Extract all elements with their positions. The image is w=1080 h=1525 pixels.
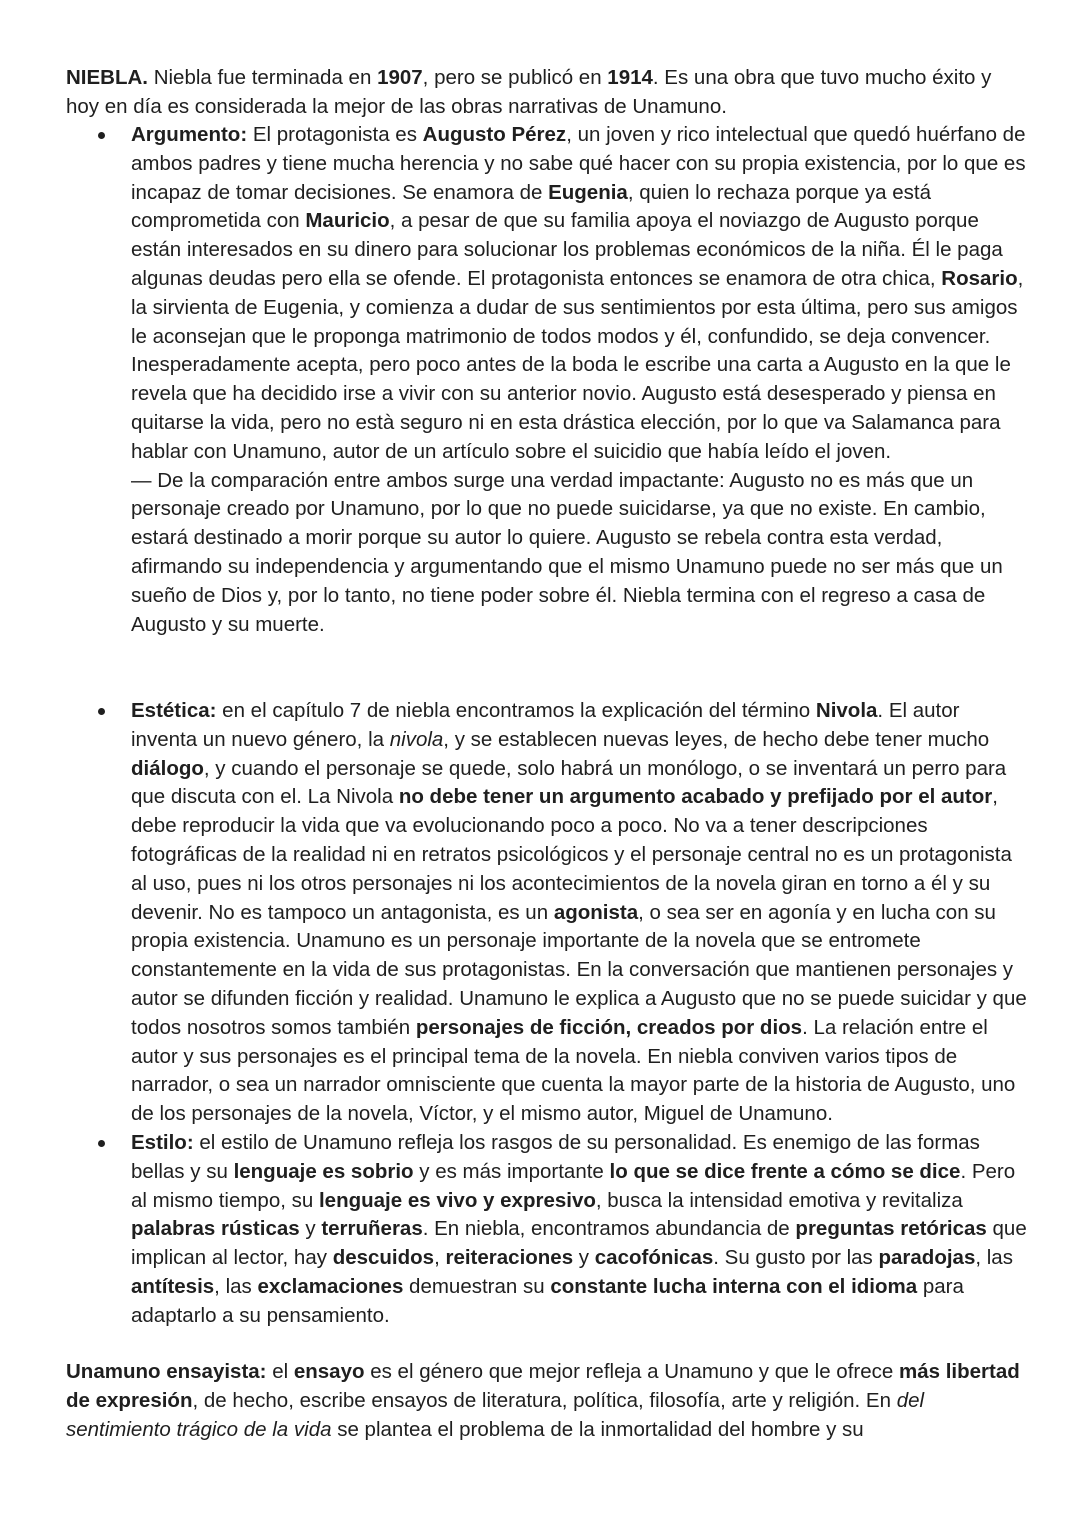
list-item-argumento [0, 121, 1031, 639]
year-completed: 1907 [377, 66, 423, 89]
list-item-estetica [0, 697, 1031, 1129]
section-title: NIEBLA. [66, 66, 148, 89]
bullet-list-estetica-estilo [0, 697, 1080, 1331]
estilo-label: Estilo: [131, 1130, 194, 1154]
bullet-icon [98, 132, 105, 139]
estetica-label: Estética: [131, 699, 217, 722]
bullet-list-argumento [0, 121, 1080, 639]
ensayista-label: Unamuno ensayista: [66, 1360, 267, 1383]
ensayista-paragraph: Unamuno ensayista: el ensayo es el género que mejor refleja a Unamuno y que le ofrece más libertad de expresión, de hecho, escribe ensayos de literatura, política, filosofía, arte y religión. En del sentimiento trágico de la vida se plantea el problema de la inmortalidad del hombre y su [66, 1360, 1020, 1441]
argumento-paragraph-2: — De la comparación entre ambos surge una verdad impactante: Augusto no es más que un personaje creado por Unamuno, por lo que no puede suicidarse, ya que no existe. En cambio, estará destinado a morir porque su autor lo quiere. Augusto se rebela contra esta verdad, afirmando su independencia y argumentando que el mismo Unamuno puede no ser más que un sueño de Dios y, por lo tanto, no tiene poder sobre él. Niebla termina con el regreso a casa de Augusto y su muerte. [131, 468, 1003, 636]
estetica-paragraph: Estética: en el capítulo 7 de niebla encontramos la explicación del término Nivola. El autor inventa un nuevo género, la nivola, y se establecen nuevas leyes, de hecho debe tener mucho diálogo, y cuando el personaje se quede, solo habrá un monólogo, o se inventará un perro para que discuta con el. La Nivola no debe tener un argumento acabado y prefijado por el autor, debe reproducir la vida que va evolucionando poco a poco. No va a tener descripciones fotográficas de la realidad ni en retratos psicológicos y el personaje central no es un protagonista al uso, pues ni los otros personajes ni los acontecimientos de la novela giran en torno a él y su devenir. No es tampoco un antagonista, es un agonista, o sea ser en agonía y en lucha con su propia existencia. Unamuno es un personaje importante de la novela que se entromete constantemente en la vida de sus protagonistas. En la conversación que mantienen personajes y autor se difunden ficción y realidad. Unamuno le explica a Augusto que no se puede suicidar y que todos nosotros somos también personajes de ficción, creados por dios. La relación entre el autor y sus personajes es el principal tema de la novela. En niebla conviven varios tipos de narrador, o sea un narrador omnisciente que cuenta la mayor parte de la historia de Augusto, uno de los personajes de la novela, Víctor, y el mismo autor, Miguel de Unamuno. [131, 699, 1027, 1126]
estilo-paragraph: Estilo: el estilo de Unamuno refleja los rasgos de su personalidad. Es enemigo de las formas bellas y su lenguaje es sobrio y es más importante lo que se dice frente a cómo se dice. Pero al mismo tiempo, su lenguaje es vivo y expresivo, busca la intensidad emotiva y revitaliza palabras rústicas y terruñeras. En niebla, encontramos abundancia de preguntas retóricas que implican al lector, hay descuidos, reiteraciones y cacofónicas. Su gusto por las paradojas, las antítesis, las exclamaciones demuestran su constante lucha interna con el idioma para adaptarlo a su pensamiento. [131, 1130, 1027, 1327]
bullet-icon [98, 708, 105, 715]
bullet-icon [98, 1140, 105, 1147]
argumento-paragraph: Argumento: El protagonista es Augusto Pérez, un joven y rico intelectual que quedó huérfano de ambos padres y tiene mucha herencia y no sabe qué hacer con su propia existencia, por lo que es incapaz de tomar decisiones. Se enamora de Eugenia, quien lo rechaza porque ya está comprometida con Mauricio, a pesar de que su familia apoya el noviazgo de Augusto porque están interesados en su dinero para solucionar los problemas económicos de la niña. Él le paga algunas deudas pero ella se ofende. El protagonista entonces se enamora de otra chica, Rosario, la sirvienta de Eugenia, y comienza a dudar de sus sentimientos por esta última, pero sus amigos le aconsejan que le proponga matrimonio de todos modos y él, confundido, se deja convencer. Inesperadamente acepta, pero poco antes de la boda le escribe una carta a Augusto en la que le revela que ha decidido irse a vivir con su anterior novio. Augusto está desesperado y piensa en quitarse la vida, pero no està seguro ni en esta drástica elección, por lo que va Salamanca para hablar con Unamuno, autor de un artículo sobre el suicidio que había leído el joven. [131, 123, 1026, 463]
list-item-estilo [0, 1129, 1031, 1331]
year-published: 1914 [607, 66, 653, 89]
argumento-label: Argumento: [131, 123, 248, 146]
intro-paragraph: NIEBLA. Niebla fue terminada en 1907, pero se publicó en 1914. Es una obra que tuvo mucho éxito y hoy en día es considerada la mejor de las obras narrativas de Unamuno. [66, 66, 992, 118]
